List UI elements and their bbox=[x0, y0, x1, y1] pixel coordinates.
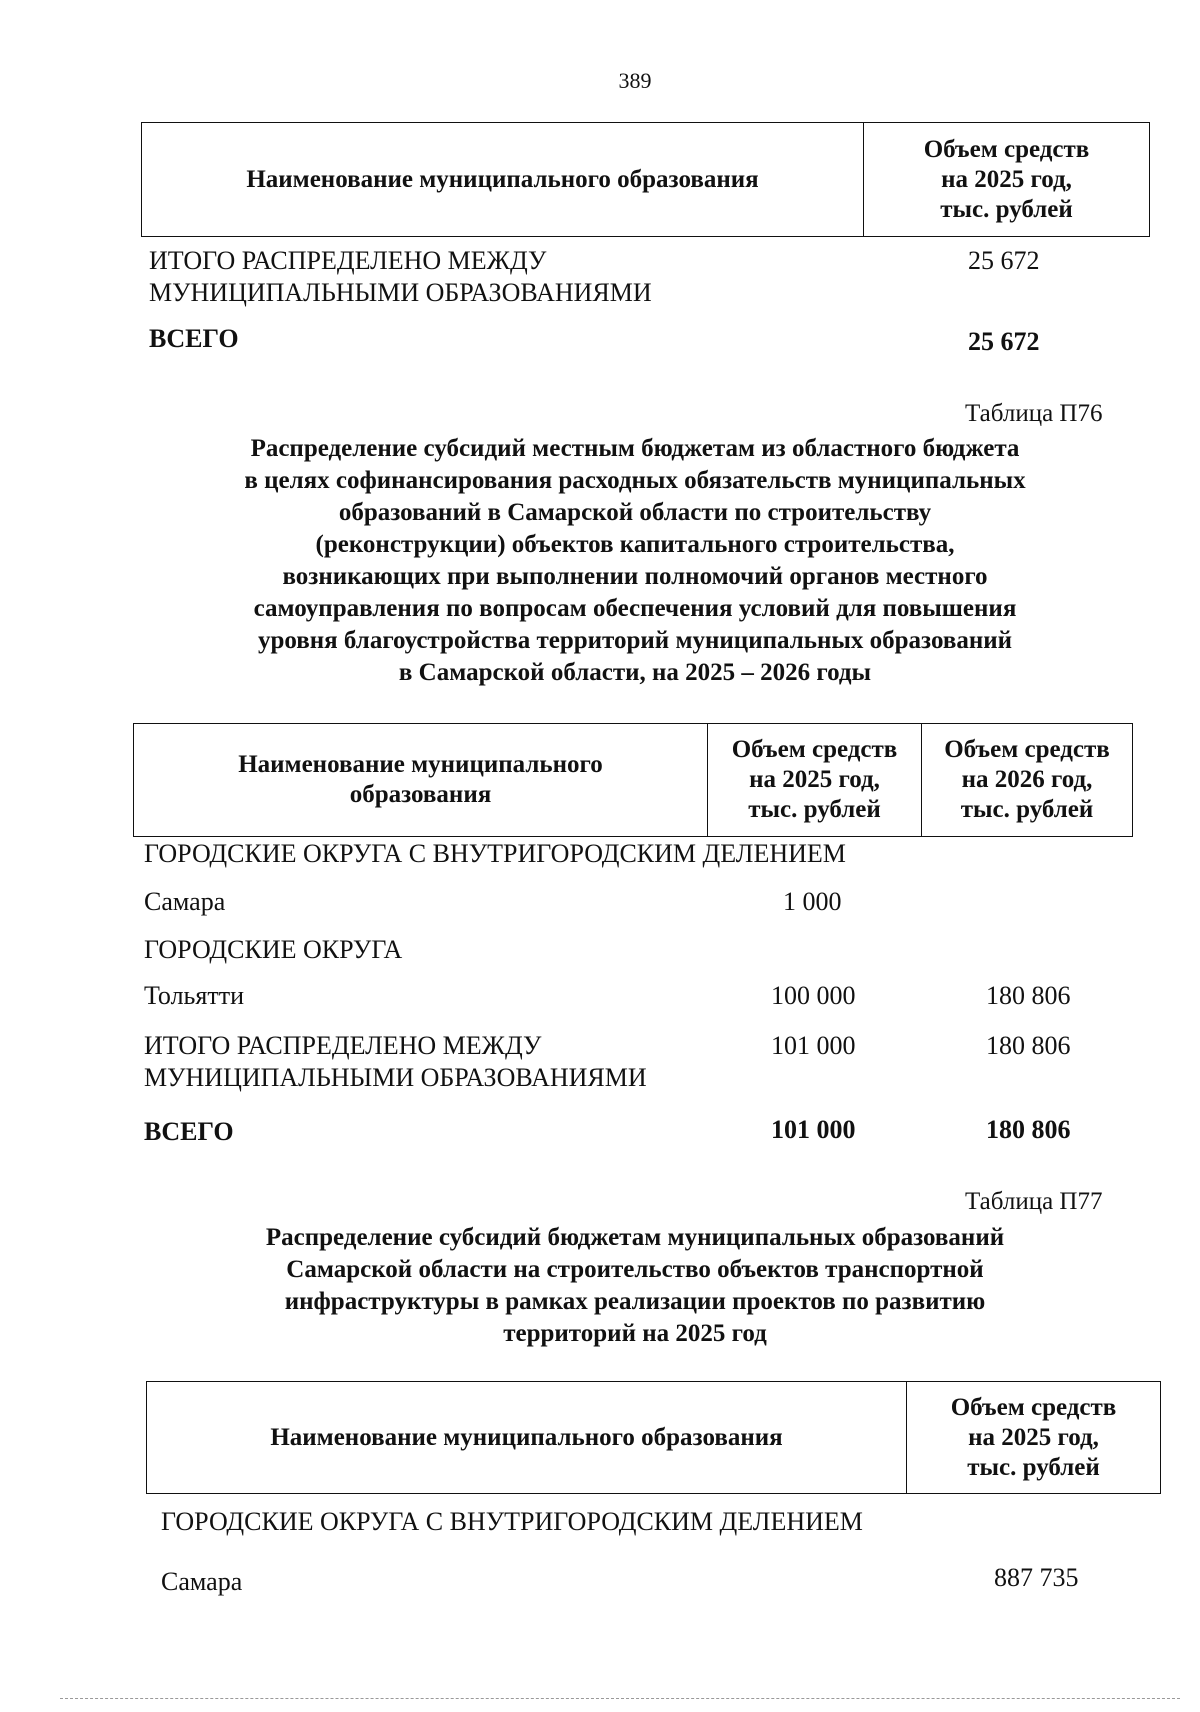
p77-row-samara-2025: 887 735 bbox=[994, 1563, 1079, 1592]
table-p76-title: Распределение субсидий местным бюджетам из областного бюджета в целях софинансирования расходных обязательств муниципальных образований в Самарской области по строительству (реконструкции) объектов капитального строительства, возникающих при выполнении полномочий органов местного самоуправления по вопросам обеспечения условий для повышения уровня благоустройства территорий муниципальных образований в Самарской области, на 2025 – 2026 годы bbox=[244, 435, 1026, 686]
p76-row-togliatti-2026: 180 806 bbox=[986, 981, 1071, 1010]
bottom-scan-edge bbox=[60, 1698, 1180, 1699]
page-number: 389 bbox=[618, 68, 652, 93]
p77-row-samara-name: Самара bbox=[161, 1567, 243, 1596]
p76-grand-total-label: ВСЕГО bbox=[144, 1117, 234, 1146]
top-total-distributed-value: 25 672 bbox=[968, 246, 1040, 275]
p76-grand-total-2026: 180 806 bbox=[986, 1115, 1071, 1144]
p76-section-urban-districts: ГОРОДСКИЕ ОКРУГА bbox=[144, 935, 403, 964]
table-p77-header bbox=[146, 1381, 1161, 1494]
top-header-name: Наименование муниципального образования bbox=[142, 123, 864, 237]
p76-row-togliatti-2025: 100 000 bbox=[771, 981, 856, 1010]
p77-section-urban-districts-divided: ГОРОДСКИЕ ОКРУГА С ВНУТРИГОРОДСКИМ ДЕЛЕНИЕМ bbox=[161, 1507, 863, 1536]
p76-section-urban-districts-divided: ГОРОДСКИЕ ОКРУГА С ВНУТРИГОРОДСКИМ ДЕЛЕНИЕМ bbox=[144, 839, 846, 868]
p76-header-volume-2026: Объем средств на 2026 год, тыс. рублей bbox=[922, 724, 1133, 837]
p76-total-distributed-2026: 180 806 bbox=[986, 1031, 1071, 1060]
table-p76-label: Таблица П76 bbox=[965, 400, 1103, 427]
p76-row-togliatti-name: Тольятти bbox=[144, 981, 245, 1010]
p76-grand-total-2025: 101 000 bbox=[771, 1115, 856, 1144]
p77-header-volume-2025: Объем средств на 2025 год, тыс. рублей bbox=[907, 1382, 1161, 1494]
top-grand-total-label: ВСЕГО bbox=[149, 324, 239, 353]
p76-row-samara-2025: 1 000 bbox=[783, 887, 842, 916]
table-p76-header bbox=[133, 723, 1133, 837]
p76-row-samara-name: Самара bbox=[144, 887, 226, 916]
p76-total-distributed-label: ИТОГО РАСПРЕДЕЛЕНО МЕЖДУ МУНИЦИПАЛЬНЫМИ ОБРАЗОВАНИЯМИ bbox=[144, 1031, 647, 1092]
table-p77-label: Таблица П77 bbox=[965, 1188, 1103, 1215]
top-header-volume-2025: Объем средств на 2025 год, тыс. рублей bbox=[864, 123, 1150, 237]
top-table-header bbox=[141, 122, 1150, 237]
p77-header-name: Наименование муниципального образования bbox=[147, 1382, 907, 1494]
top-grand-total-value: 25 672 bbox=[968, 327, 1040, 356]
table-p77-title: Распределение субсидий бюджетам муниципальных образований Самарской области на строительство объектов транспортной инфраструктуры в рамках реализации проектов по развитию территорий на 2025 год bbox=[265, 1224, 1005, 1347]
top-total-distributed-label: ИТОГО РАСПРЕДЕЛЕНО МЕЖДУ МУНИЦИПАЛЬНЫМИ ОБРАЗОВАНИЯМИ bbox=[149, 246, 652, 307]
p76-header-volume-2025: Объем средств на 2025 год, тыс. рублей bbox=[708, 724, 922, 837]
p76-total-distributed-2025: 101 000 bbox=[771, 1031, 856, 1060]
p76-header-name: Наименование муниципального образования bbox=[134, 724, 708, 837]
